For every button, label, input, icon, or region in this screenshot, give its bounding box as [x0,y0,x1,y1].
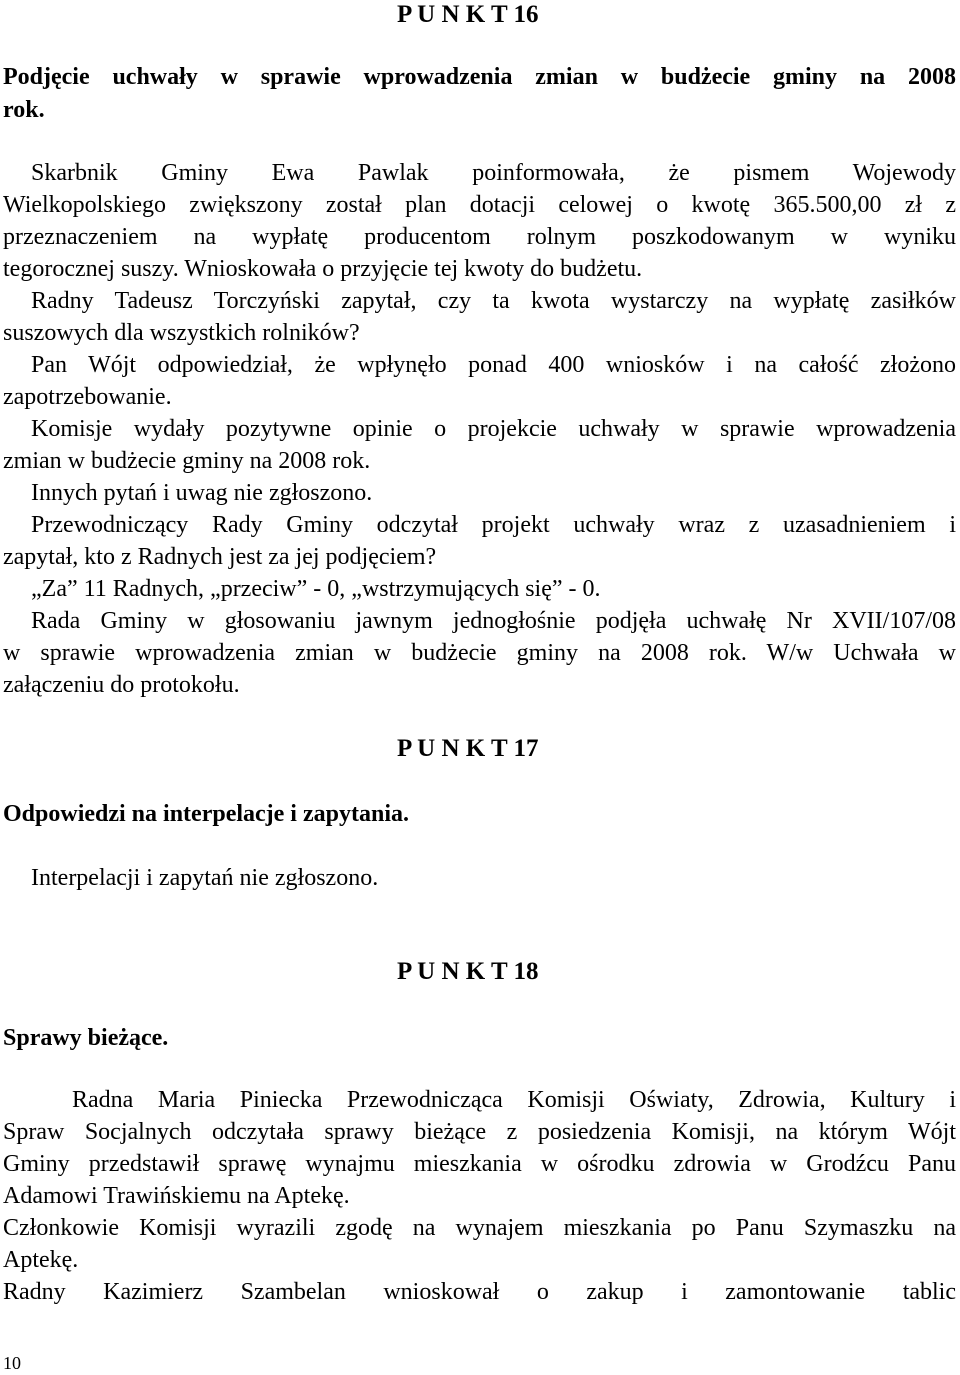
paragraph-line: zmian w budżecie gminy na 2008 rok. [3,448,371,474]
paragraph-line: Skarbnik Gminy Ewa Pawlak poinformowała, że pismem Wojewody [31,160,956,186]
section-title: Sprawy bieżące. [3,1025,169,1051]
paragraph-line: Radny Kazimierz Szambelan wnioskował o zakup i zamontowanie tablic [3,1279,956,1305]
paragraph-line: Innych pytań i uwag nie zgłoszono. [31,480,373,506]
paragraph-line: Pan Wójt odpowiedział, że wpłynęło ponad 400 wniosków i na całość złożono [31,352,956,378]
vote-result: „Za” 11 Radnych, „przeciw” - 0, „wstrzymujących się” - 0. [31,576,601,602]
paragraph-line: tegorocznej suszy. Wnioskowała o przyjęcie tej kwoty do budżetu. [3,256,643,282]
paragraph-line: Adamowi Trawińskiemu na Aptekę. [3,1183,350,1209]
section-heading-punkt-16: P U N K T 16 [397,1,539,28]
paragraph-line: Komisje wydały pozytywne opinie o projekcie uchwały w sprawie wprowadzenia [31,416,956,442]
paragraph-line: zapytał, kto z Radnych jest za jej podjęciem? [3,544,437,570]
section-title: Odpowiedzi na interpelacje i zapytania. [3,801,409,827]
paragraph-line: Gminy przedstawił sprawę wynajmu mieszkania w ośrodku zdrowia w Grodźcu Panu [3,1151,956,1177]
section-heading-punkt-18: P U N K T 18 [397,958,539,985]
paragraph-line: przeznaczeniem na wypłatę producentom rolnym poszkodowanym w wyniku [3,224,956,250]
paragraph-line: Spraw Socjalnych odczytała sprawy bieżące z posiedzenia Komisji, na którym Wójt [3,1119,956,1145]
section-title-line: Podjęcie uchwały w sprawie wprowadzenia zmian w budżecie gminy na 2008 [3,64,956,90]
paragraph-line: Interpelacji i zapytań nie zgłoszono. [31,865,379,891]
paragraph-line: Aptekę. [3,1247,79,1273]
paragraph-line: w sprawie wprowadzenia zmian w budżecie gminy na 2008 rok. W/w Uchwała w [3,640,956,666]
paragraph-line: Rada Gminy w głosowaniu jawnym jednogłośnie podjęła uchwałę Nr XVII/107/08 [31,608,956,634]
paragraph-line: Członkowie Komisji wyrazili zgodę na wynajem mieszkania po Panu Szymaszku na [3,1215,956,1241]
paragraph-line: Przewodniczący Rady Gminy odczytał projekt uchwały wraz z uzasadnieniem i [31,512,956,538]
paragraph-line: Radna Maria Piniecka Przewodnicząca Komisji Oświaty, Zdrowia, Kultury i [72,1087,956,1113]
page-number: 10 [3,1353,21,1373]
section-title-line: rok. [3,97,45,123]
section-heading-punkt-17: P U N K T 17 [397,735,539,762]
paragraph-line: Radny Tadeusz Torczyński zapytał, czy ta kwota wystarczy na wypłatę zasiłków [31,288,956,314]
paragraph-line: suszowych dla wszystkich rolników? [3,320,360,346]
paragraph-line: załączeniu do protokołu. [3,672,240,698]
paragraph-line: zapotrzebowanie. [3,384,172,410]
paragraph-line: Wielkopolskiego zwiększony został plan dotacji celowej o kwotę 365.500,00 zł z [3,192,956,218]
